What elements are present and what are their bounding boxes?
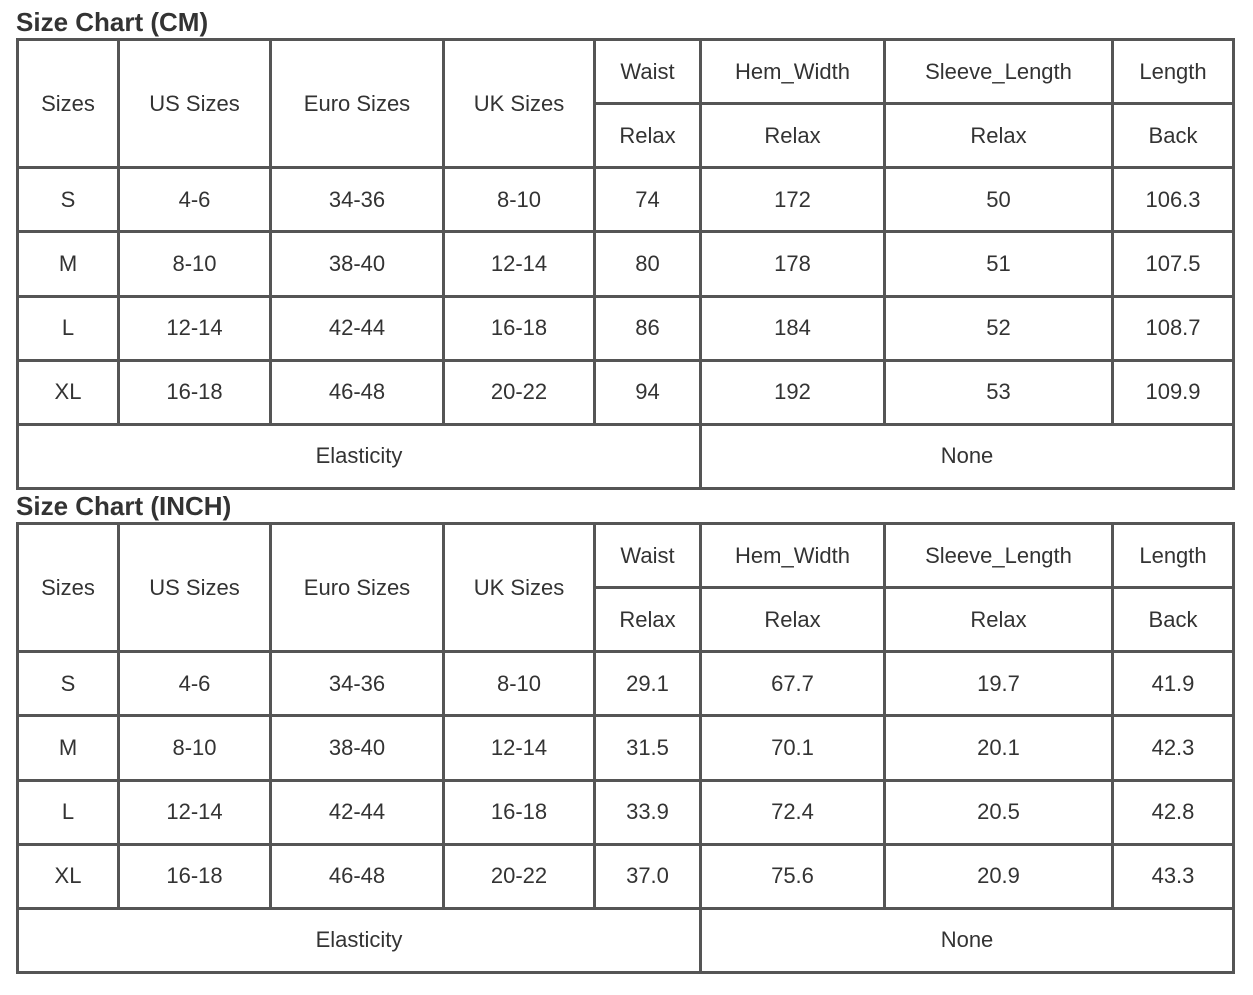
table-cell: 80 bbox=[596, 233, 702, 297]
table-cell: 106.3 bbox=[1114, 169, 1235, 233]
header-hem-width: Hem_Width bbox=[702, 41, 886, 105]
table-cell: 16-18 bbox=[120, 362, 272, 426]
table-cell: S bbox=[19, 653, 120, 717]
subheader-sleeve-length: Relax bbox=[886, 589, 1114, 653]
subheader-waist: Relax bbox=[596, 589, 702, 653]
table-cell: 20.5 bbox=[886, 782, 1114, 846]
table-row bbox=[19, 362, 1235, 426]
table-row bbox=[19, 233, 1235, 297]
table-cell: 42-44 bbox=[272, 782, 445, 846]
table-cell: 46-48 bbox=[272, 846, 445, 910]
elasticity-row bbox=[19, 426, 1235, 490]
header-uk-sizes: UK Sizes bbox=[445, 525, 596, 653]
header-row bbox=[19, 525, 1235, 589]
table-cell: 70.1 bbox=[702, 717, 886, 781]
subheader-length: Back bbox=[1114, 589, 1235, 653]
subheader-waist: Relax bbox=[596, 105, 702, 169]
header-us-sizes: US Sizes bbox=[120, 41, 272, 169]
table-cell: 172 bbox=[702, 169, 886, 233]
subheader-hem-width: Relax bbox=[702, 589, 886, 653]
header-sleeve-length: Sleeve_Length bbox=[886, 525, 1114, 589]
elasticity-row bbox=[19, 910, 1235, 974]
table-cell: 42-44 bbox=[272, 298, 445, 362]
size-chart-inch-table bbox=[16, 522, 1235, 974]
table-cell: XL bbox=[19, 362, 120, 426]
table-cell: 94 bbox=[596, 362, 702, 426]
table-cell: 8-10 bbox=[445, 653, 596, 717]
table-cell: S bbox=[19, 169, 120, 233]
table-cell: 20.1 bbox=[886, 717, 1114, 781]
table-cell: XL bbox=[19, 846, 120, 910]
table-cell: 38-40 bbox=[272, 717, 445, 781]
table-cell: 51 bbox=[886, 233, 1114, 297]
table-cell: 4-6 bbox=[120, 653, 272, 717]
subheader-length: Back bbox=[1114, 105, 1235, 169]
table-cell: 12-14 bbox=[120, 298, 272, 362]
elasticity-value: None bbox=[702, 910, 1235, 974]
table-cell: 178 bbox=[702, 233, 886, 297]
table-cell: 20-22 bbox=[445, 362, 596, 426]
table-cell: 8-10 bbox=[445, 169, 596, 233]
header-waist: Waist bbox=[596, 41, 702, 105]
table-cell: 12-14 bbox=[445, 233, 596, 297]
table-cell: 33.9 bbox=[596, 782, 702, 846]
table-cell: M bbox=[19, 717, 120, 781]
elasticity-label: Elasticity bbox=[19, 426, 702, 490]
table-cell: 72.4 bbox=[702, 782, 886, 846]
header-euro-sizes: Euro Sizes bbox=[272, 41, 445, 169]
table-cell: 20.9 bbox=[886, 846, 1114, 910]
table-cell: 12-14 bbox=[445, 717, 596, 781]
header-hem-width: Hem_Width bbox=[702, 525, 886, 589]
size-chart-inch-title: Size Chart (INCH) bbox=[16, 491, 232, 521]
table-cell: 29.1 bbox=[596, 653, 702, 717]
header-length: Length bbox=[1114, 525, 1235, 589]
table-cell: 42.3 bbox=[1114, 717, 1235, 781]
table-cell: 20-22 bbox=[445, 846, 596, 910]
table-cell: 107.5 bbox=[1114, 233, 1235, 297]
header-uk-sizes: UK Sizes bbox=[445, 41, 596, 169]
table-row bbox=[19, 169, 1235, 233]
table-cell: 16-18 bbox=[445, 782, 596, 846]
table-cell: 38-40 bbox=[272, 233, 445, 297]
header-sleeve-length: Sleeve_Length bbox=[886, 41, 1114, 105]
table-cell: 86 bbox=[596, 298, 702, 362]
table-cell: M bbox=[19, 233, 120, 297]
table-cell: 16-18 bbox=[120, 846, 272, 910]
table-row bbox=[19, 298, 1235, 362]
table-cell: L bbox=[19, 298, 120, 362]
table-cell: 53 bbox=[886, 362, 1114, 426]
table-cell: 12-14 bbox=[120, 782, 272, 846]
table-cell: 52 bbox=[886, 298, 1114, 362]
table-cell: 41.9 bbox=[1114, 653, 1235, 717]
table-cell: 16-18 bbox=[445, 298, 596, 362]
header-row bbox=[19, 41, 1235, 105]
table-row bbox=[19, 717, 1235, 781]
table-cell: 42.8 bbox=[1114, 782, 1235, 846]
size-chart-cm-table bbox=[16, 38, 1235, 490]
table-cell: 8-10 bbox=[120, 233, 272, 297]
table-row bbox=[19, 782, 1235, 846]
table-cell: 74 bbox=[596, 169, 702, 233]
table-cell: 43.3 bbox=[1114, 846, 1235, 910]
subheader-sleeve-length: Relax bbox=[886, 105, 1114, 169]
elasticity-value: None bbox=[702, 426, 1235, 490]
table-cell: 50 bbox=[886, 169, 1114, 233]
table-cell: 46-48 bbox=[272, 362, 445, 426]
table-cell: L bbox=[19, 782, 120, 846]
table-cell: 31.5 bbox=[596, 717, 702, 781]
header-us-sizes: US Sizes bbox=[120, 525, 272, 653]
table-cell: 184 bbox=[702, 298, 886, 362]
table-cell: 34-36 bbox=[272, 653, 445, 717]
elasticity-label: Elasticity bbox=[19, 910, 702, 974]
size-chart-cm-title: Size Chart (CM) bbox=[16, 7, 209, 37]
table-cell: 67.7 bbox=[702, 653, 886, 717]
table-row bbox=[19, 653, 1235, 717]
subheader-hem-width: Relax bbox=[702, 105, 886, 169]
header-euro-sizes: Euro Sizes bbox=[272, 525, 445, 653]
table-cell: 37.0 bbox=[596, 846, 702, 910]
table-cell: 34-36 bbox=[272, 169, 445, 233]
table-cell: 4-6 bbox=[120, 169, 272, 233]
table-row bbox=[19, 846, 1235, 910]
table-cell: 19.7 bbox=[886, 653, 1114, 717]
header-sizes: Sizes bbox=[19, 525, 120, 653]
table-cell: 108.7 bbox=[1114, 298, 1235, 362]
header-sizes: Sizes bbox=[19, 41, 120, 169]
table-cell: 75.6 bbox=[702, 846, 886, 910]
header-waist: Waist bbox=[596, 525, 702, 589]
table-cell: 192 bbox=[702, 362, 886, 426]
table-cell: 8-10 bbox=[120, 717, 272, 781]
table-cell: 109.9 bbox=[1114, 362, 1235, 426]
header-length: Length bbox=[1114, 41, 1235, 105]
